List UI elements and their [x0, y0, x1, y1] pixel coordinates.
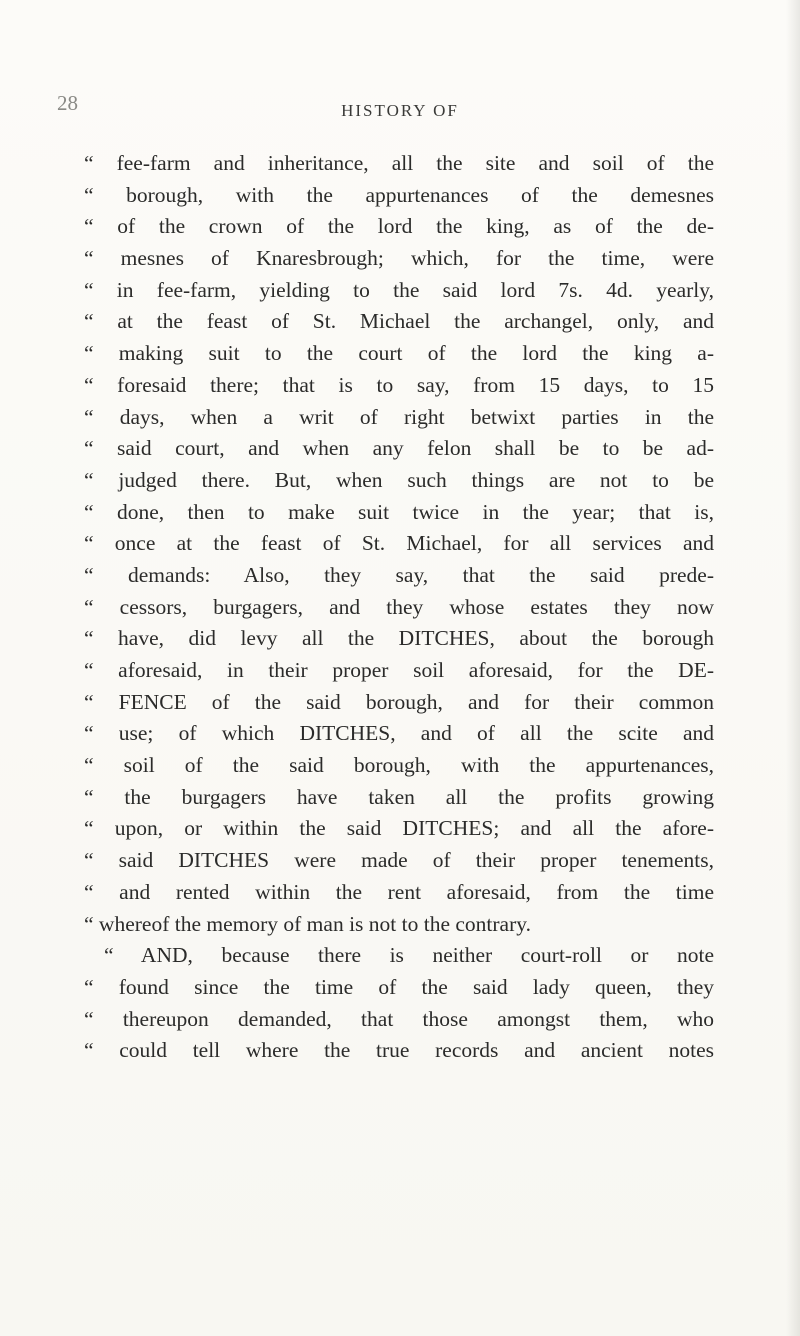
text-line: “ fee-farm and inheritance, all the site and soil of the — [84, 151, 714, 175]
text-line: “ done, then to make suit twice in the year; that is, — [84, 499, 714, 524]
text-line: “ days, when a writ of right betwixt parties in the — [84, 404, 714, 429]
text-line: “ said DITCHES were made of their proper tenements, — [84, 848, 714, 873]
text-line: “ said court, and when any felon shall be to be ad- — [84, 436, 714, 461]
text-line: “ borough, with the appurtenances of the demesnes — [84, 182, 714, 207]
text-line: “ making suit to the court of the lord the king a- — [84, 341, 714, 366]
text-line: “ at the feast of St. Michael the archangel, only, and — [84, 309, 714, 334]
text-line: “ found since the time of the said lady queen, they — [84, 974, 714, 999]
text-line: “ demands: Also, they say, that the said prede- — [84, 562, 714, 587]
text-line: “ thereupon demanded, that those amongst them, who — [84, 1006, 714, 1031]
text-line: “ mesnes of Knaresbrough; which, for the time, were — [84, 246, 714, 271]
text-line: “ use; of which DITCHES, and of all the scite and — [84, 721, 714, 746]
text-line: “ upon, or within the said DITCHES; and all the afore- — [84, 816, 714, 841]
running-head: HISTORY OF — [341, 101, 459, 120]
text-line: “ AND, because there is neither court-roll or note — [104, 943, 714, 968]
text-line: “ cessors, burgagers, and they whose estates they now — [84, 594, 714, 619]
body-text — [84, 148, 714, 1067]
text-line: “ the burgagers have taken all the profits growing — [84, 784, 714, 809]
page-number: 28 — [57, 91, 78, 115]
text-line: “ soil of the said borough, with the appurtenances, — [84, 753, 714, 778]
text-line: “ and rented within the rent aforesaid, from the time — [84, 879, 714, 904]
text-line: “ have, did levy all the DITCHES, about the borough — [84, 626, 714, 651]
text-line: “ judged there. But, when such things are not to be — [84, 467, 714, 492]
text-line: “ of the crown of the lord the king, as of the de- — [84, 214, 714, 239]
text-line: “ in fee-farm, yielding to the said lord 7s. 4d. yearly, — [84, 277, 714, 302]
page-edge-shadow — [786, 0, 800, 1336]
text-line: “ aforesaid, in their proper soil aforesaid, for the DE- — [84, 658, 714, 682]
text-line: “ whereof the memory of man is not to the contrary. — [84, 911, 531, 936]
text-line: “ could tell where the true records and ancient notes — [84, 1038, 714, 1063]
text-line: “ foresaid there; that is to say, from 15 days, to 15 — [84, 372, 714, 397]
text-line: “ FENCE of the said borough, and for their common — [84, 689, 714, 714]
text-line: “ once at the feast of St. Michael, for all services and — [84, 531, 714, 556]
